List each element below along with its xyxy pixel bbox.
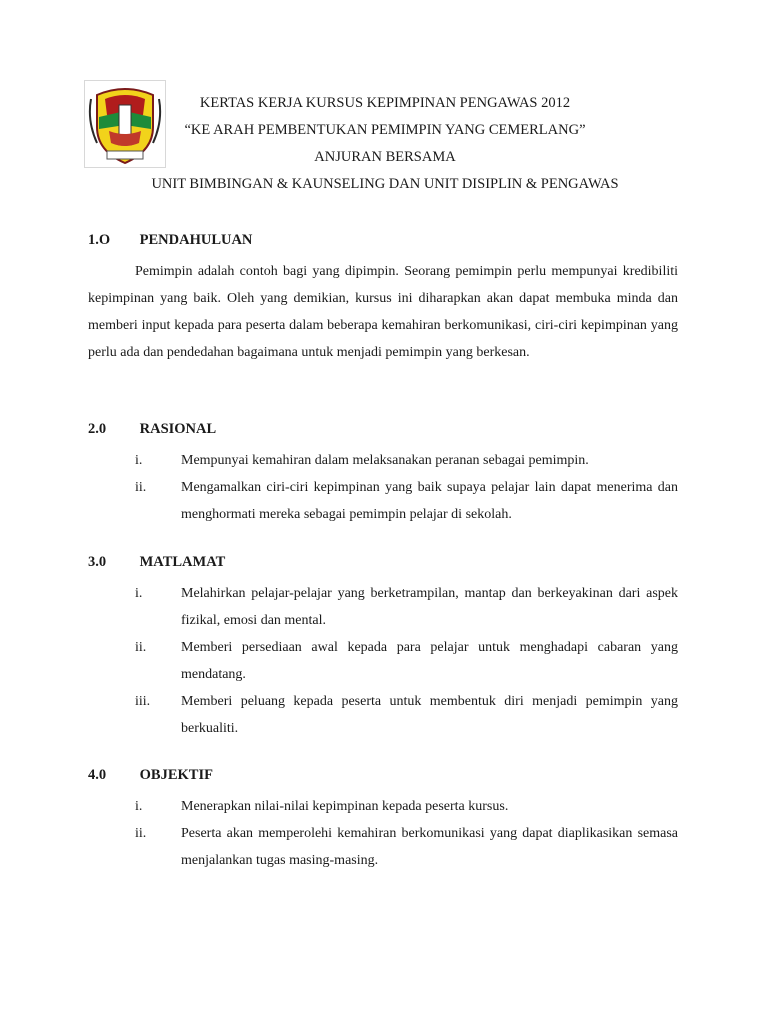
list-text: Menerapkan nilai-nilai kepimpinan kepada peserta kursus.: [181, 799, 509, 814]
section-number: 3.0: [88, 554, 107, 570]
list-item: [88, 634, 678, 688]
header-title: KERTAS KERJA KURSUS KEPIMPINAN PENGAWAS 2012: [199, 95, 571, 111]
list-item: [88, 688, 678, 742]
list-text: Mempunyai kemahiran dalam melaksanakan peranan sebagai pemimpin.: [181, 453, 589, 468]
list-text: Mengamalkan ciri-ciri kepimpinan yang baik supaya pelajar lain dapat menerima dan menghormati mereka sebagai pemimpin pelajar di sekolah.: [181, 480, 678, 522]
section-heading: [88, 554, 678, 580]
list-item: [88, 820, 678, 874]
list-marker: iii.: [135, 694, 151, 709]
section-objektif: [88, 767, 678, 874]
section-pendahuluan: [88, 232, 678, 366]
section-number: 4.0: [88, 767, 107, 783]
section-heading: [88, 421, 678, 447]
section-title: OBJEKTIF: [139, 767, 213, 783]
list-marker: i.: [135, 799, 143, 814]
list-item: [88, 447, 678, 474]
section-title: PENDAHULUAN: [139, 232, 253, 248]
list-item: [88, 580, 678, 634]
list-text: Memberi persediaan awal kepada para pelajar untuk menghadapi cabaran yang mendatang.: [181, 640, 678, 682]
header-units: UNIT BIMBINGAN & KAUNSELING DAN UNIT DISIPLIN & PENGAWAS: [151, 176, 619, 192]
section-heading: [88, 232, 678, 258]
section-matlamat: [88, 554, 678, 742]
header-organizer-label: ANJURAN BERSAMA: [314, 149, 456, 165]
list-text: Peserta akan memperolehi kemahiran berkomunikasi yang dapat diaplikasikan semasa menjalankan tugas masing-masing.: [181, 826, 678, 868]
list-marker: i.: [135, 453, 143, 468]
section-number: 1.O: [88, 232, 111, 248]
section-number: 2.0: [88, 421, 107, 437]
document-header: [120, 90, 650, 198]
section-title: MATLAMAT: [139, 554, 226, 570]
section-paragraph: Pemimpin adalah contoh bagi yang dipimpin. Seorang pemimpin perlu mempunyai kredibiliti kepimpinan yang baik. Oleh yang demikian, kursus ini diharapkan akan dapat membuka minda dan memberi input kepada para peserta dalam beberapa kemahiran berkomunikasi, ciri-ciri kepimpinan yang perlu ada dan pendedahan bagaimana untuk menjadi pemimpin yang berkesan.: [88, 264, 678, 360]
section-title: RASIONAL: [139, 421, 217, 437]
list-item: [88, 474, 678, 528]
list-text: Memberi peluang kepada peserta untuk membentuk diri menjadi pemimpin yang berkualiti.: [181, 694, 678, 736]
list-marker: i.: [135, 586, 143, 601]
list-text: Melahirkan pelajar-pelajar yang berketrampilan, mantap dan berkeyakinan dari aspek fizikal, emosi dan mental.: [181, 586, 678, 628]
list-marker: ii.: [135, 826, 147, 841]
list-marker: ii.: [135, 640, 147, 655]
list-marker: ii.: [135, 480, 147, 495]
list-item: [88, 793, 678, 820]
header-slogan: “KE ARAH PEMBENTUKAN PEMIMPIN YANG CEMERLANG”: [184, 122, 586, 138]
section-heading: [88, 767, 678, 793]
section-rasional: [88, 421, 678, 528]
